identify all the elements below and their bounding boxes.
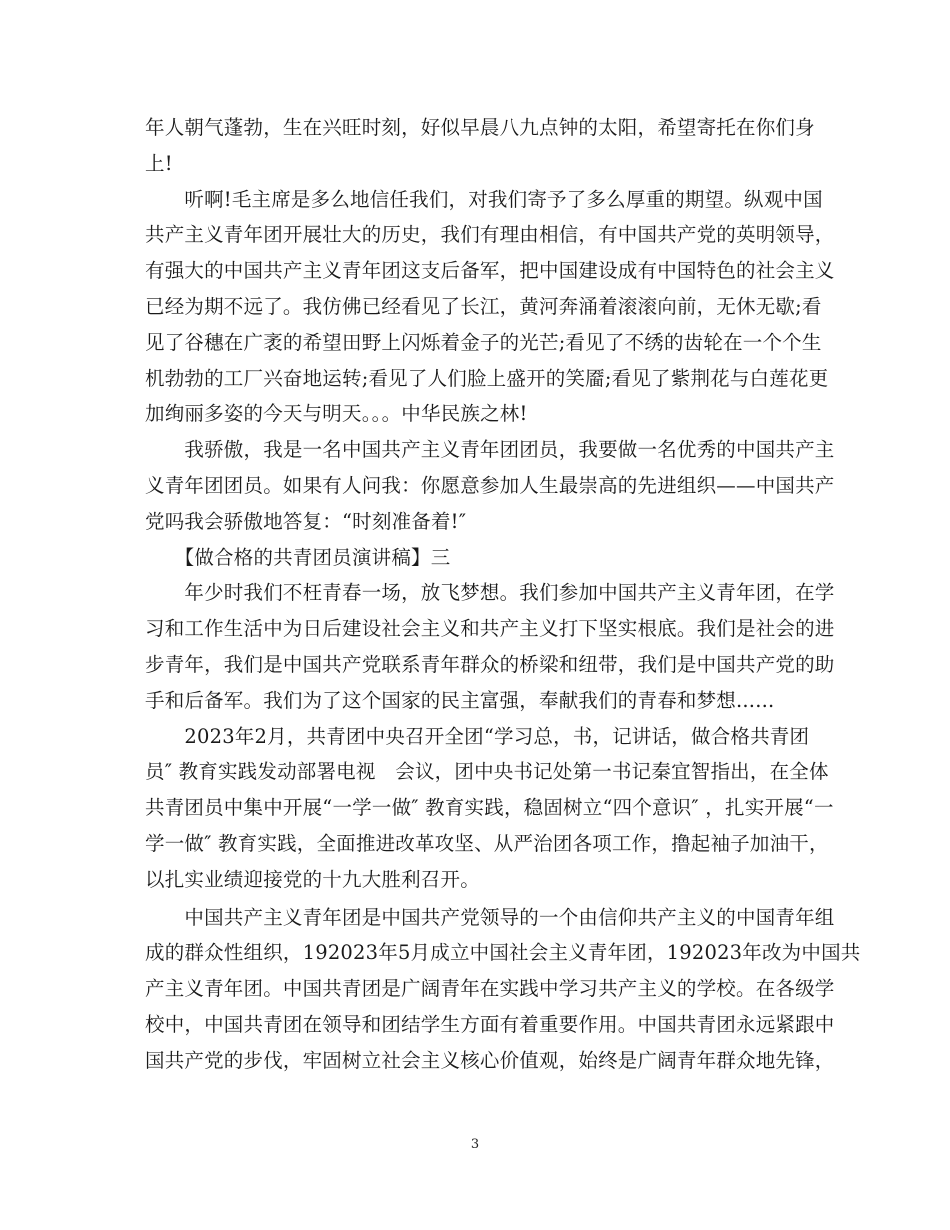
text-line: 国共产党的步伐，牢固树立社会主义核心价值观，始终是广阔青年群众地先锋， bbox=[145, 1048, 835, 1072]
text-line: 上! bbox=[145, 151, 173, 175]
text-line: 有强大的中国共产主义青年团这支后备军，把中国建设成有中国特色的社会主义 bbox=[145, 259, 835, 283]
text-line: 员″ 教育实践发动部署电视 会议，团中央书记处第一书记秦宜智指出，在全体 bbox=[145, 760, 829, 784]
text-line: 步青年，我们是中国共产党联系青年群众的桥梁和纽带，我们是中国共产党的助 bbox=[145, 652, 835, 676]
text-line: 共青团员中集中开展“一学一做″ 教育实践，稳固树立“四个意识″ ，扎实开展“一 bbox=[145, 796, 834, 820]
text-line: 年少时我们不枉青春一场，放飞梦想。我们参加中国共产主义青年团，在学 bbox=[145, 581, 835, 605]
text-line: 机勃勃的工厂兴奋地运转;看见了人们脸上盛开的笑靥;看见了紫荆花与白莲花更 bbox=[145, 366, 829, 390]
body-text bbox=[145, 110, 861, 1079]
text-line: 产主义青年团。中国共青团是广阔青年在实践中学习共产主义的学校。在各级学 bbox=[145, 977, 835, 1001]
text-line: 加绚丽多姿的今天与明天。。。中华民族之林! bbox=[145, 402, 528, 426]
text-line: 已经为期不远了。我仿佛已经看见了长江，黄河奔涌着滚滚向前，无休无歇;看 bbox=[145, 294, 822, 318]
text-line: 听啊!毛主席是多么地信任我们，对我们寄予了多么厚重的期望。纵观中国 bbox=[145, 187, 823, 211]
text-line: 校中，中国共青团在领导和团结学生方面有着重要作用。中国共青团永远紧跟中 bbox=[145, 1012, 835, 1036]
text-line: 义青年团团员。如果有人问我：你愿意参加人生最崇高的先进组织——中国共产 bbox=[145, 473, 835, 497]
text-line: 成的群众性组织，192023年5月成立中国社会主义青年团，192023年改为中国共 bbox=[145, 941, 861, 965]
text-line: 党吗我会骄傲地答复：“时刻准备着!″ bbox=[145, 509, 467, 533]
text-line: 共产主义青年团开展壮大的历史，我们有理由相信，有中国共产党的英明领导， bbox=[145, 223, 835, 247]
text-line: 以扎实业绩迎接党的十九大胜利召开。 bbox=[145, 867, 480, 891]
page-number: 3 bbox=[470, 1137, 480, 1152]
text-line: 见了谷穗在广袤的希望田野上闪烁着金子的光芒;看见了不绣的齿轮在一个个生 bbox=[145, 330, 822, 354]
section-heading: 【做合格的共青团员演讲稿】三 bbox=[145, 545, 451, 569]
text-line: 中国共产主义青年团是中国共产党领导的一个由信仰共产主义的中国青年组 bbox=[145, 905, 835, 929]
text-line: 学一做″ 教育实践，全面推进改革攻坚、从严治团各项工作，撸起袖子加油干， bbox=[145, 831, 829, 855]
text-line: 手和后备军。我们为了这个国家的民主富强，奉献我们的青春和梦想...... bbox=[145, 688, 775, 712]
text-line: 我骄傲，我是一名中国共产主义青年团团员，我要做一名优秀的中国共产主 bbox=[145, 438, 835, 462]
text-line: 年人朝气蓬勃，生在兴旺时刻，好似早晨八九点钟的太阳，希望寄托在你们身 bbox=[145, 116, 815, 139]
text-line: 2023年2月，共青团中央召开全团“学习总，书，记讲话，做合格共青团 bbox=[145, 724, 810, 748]
text-line: 习和工作生活中为日后建设社会主义和共产主义打下坚实根底。我们是社会的进 bbox=[145, 617, 835, 641]
